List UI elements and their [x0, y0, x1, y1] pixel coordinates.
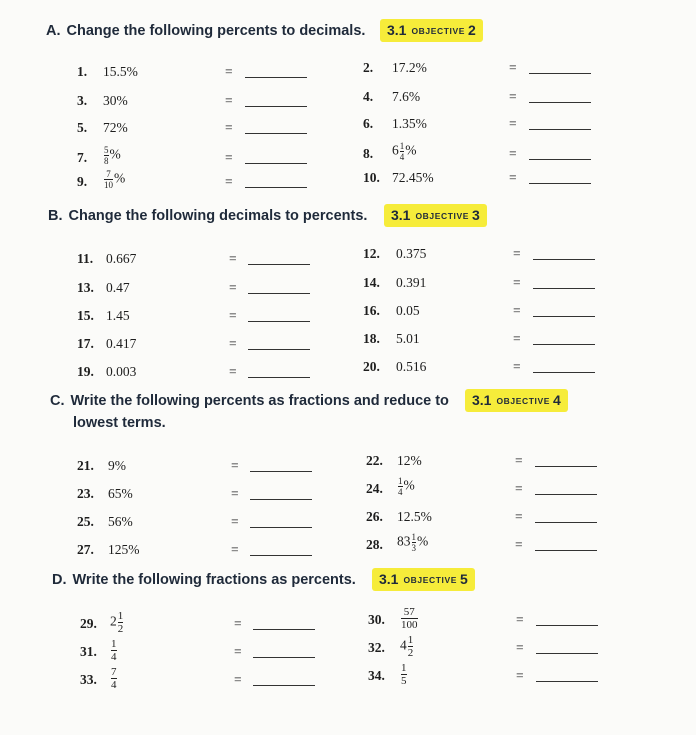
equals-sign: =	[229, 336, 237, 351]
fraction	[401, 606, 418, 631]
fraction-denominator: 4	[398, 487, 403, 497]
problem-number: 22.	[366, 453, 383, 468]
problem-number: 10.	[363, 170, 380, 185]
badge-label: OBJECTIVE	[415, 211, 470, 221]
fraction-numerator: 1	[111, 638, 117, 650]
equals-sign: =	[516, 612, 524, 627]
problem-number: 26.	[366, 509, 383, 524]
badge-label: OBJECTIVE	[496, 396, 551, 406]
equals-sign: =	[225, 150, 233, 165]
problem-number: 12.	[363, 246, 380, 261]
problem-value: 0.05	[396, 303, 420, 318]
equals-sign: =	[509, 116, 517, 131]
problem-value: 12.5%	[397, 509, 432, 524]
equals-sign: =	[231, 514, 239, 529]
fraction-numerator: 1	[117, 610, 124, 622]
problem-value	[400, 662, 408, 687]
fraction-numerator: 57	[403, 606, 415, 618]
objective-badge-d	[372, 568, 475, 591]
problem-value	[397, 532, 428, 553]
problem-number: 32.	[368, 640, 385, 655]
problem-number: 23.	[77, 486, 94, 501]
problem-item	[0, 476, 696, 503]
problem-value: 125%	[108, 542, 140, 557]
problem-value: 9%	[108, 458, 126, 473]
problem-value: 0.375	[396, 246, 427, 261]
badge-number: 5	[460, 571, 468, 587]
equals-sign: =	[513, 275, 521, 290]
equals-sign: =	[234, 616, 242, 631]
problem-value	[400, 634, 414, 659]
equals-sign: =	[516, 668, 524, 683]
equals-sign: =	[509, 60, 517, 75]
problem-number: 28.	[366, 537, 383, 552]
equals-sign: =	[516, 640, 524, 655]
equals-sign: =	[513, 246, 521, 261]
problem-value: 5.01	[396, 331, 420, 346]
problem-value: 0.391	[396, 275, 427, 290]
section-title: Change the following decimals to percents.	[68, 208, 368, 224]
fraction-denominator: 4	[399, 152, 405, 162]
problem-number: 17.	[77, 336, 94, 351]
problem-value: 72%	[103, 120, 128, 135]
problem-value: 0.667	[106, 251, 137, 266]
answer-blank[interactable]	[533, 288, 595, 289]
equals-sign: =	[509, 89, 517, 104]
whole-number: 2	[110, 613, 117, 629]
section-title: Write the following percents as fractions and reduce to	[70, 393, 449, 409]
problem-number: 3.	[77, 93, 88, 108]
objective-badge-a	[380, 19, 483, 42]
fraction-denominator: 10	[104, 180, 113, 190]
problem-item	[0, 507, 696, 531]
problem-number: 18.	[363, 331, 380, 346]
fraction-denominator: 5	[401, 675, 407, 687]
problem-value: 30%	[103, 93, 128, 108]
problem-value: 12%	[397, 453, 422, 468]
percent-sign: %	[114, 170, 126, 186]
equals-sign: =	[225, 174, 233, 189]
objective-badge-b	[384, 204, 487, 227]
answer-blank[interactable]	[536, 681, 598, 682]
fraction-denominator: 4	[111, 679, 117, 691]
problem-number: 25.	[77, 514, 94, 529]
problem-value: 1.45	[106, 308, 130, 323]
problem-number: 24.	[366, 481, 383, 496]
equals-sign: =	[229, 308, 237, 323]
equals-sign: =	[509, 170, 517, 185]
problem-number: 9.	[77, 174, 88, 189]
problem-value	[397, 476, 415, 497]
problem-item	[0, 114, 696, 138]
problem-number: 19.	[77, 364, 94, 379]
problem-value: 0.417	[106, 336, 137, 351]
problem-item	[0, 168, 696, 192]
badge-section: 3.1	[379, 571, 399, 587]
badge-number: 2	[468, 22, 476, 38]
problem-item	[0, 606, 696, 634]
equals-sign: =	[229, 251, 237, 266]
equals-sign: =	[509, 146, 517, 161]
problem-value: 7.6%	[392, 89, 421, 104]
problem-number: 31.	[80, 644, 97, 659]
section-b-heading	[48, 206, 367, 226]
problem-number: 8.	[363, 146, 374, 161]
equals-sign: =	[229, 280, 237, 295]
problem-value	[400, 606, 419, 631]
problem-item	[0, 662, 696, 690]
equals-sign: =	[234, 672, 242, 687]
answer-blank[interactable]	[529, 73, 591, 74]
percent-sign: %	[403, 477, 415, 493]
equals-sign: =	[231, 542, 239, 557]
problem-number: 15.	[77, 308, 94, 323]
section-d-heading	[52, 570, 356, 590]
section-title-line2: lowest terms.	[73, 415, 166, 431]
section-c-heading-line2	[73, 413, 166, 433]
fraction	[398, 476, 403, 497]
section-letter: A.	[46, 23, 61, 39]
equals-sign: =	[515, 453, 523, 468]
problem-number: 21.	[77, 458, 94, 473]
answer-blank[interactable]	[533, 259, 595, 260]
equals-sign: =	[225, 64, 233, 79]
answer-blank[interactable]	[536, 653, 598, 654]
problem-number: 4.	[363, 89, 374, 104]
answer-blank[interactable]	[529, 102, 591, 103]
section-title: Write the following fractions as percents.	[72, 572, 356, 588]
fraction	[412, 532, 417, 553]
fraction-denominator: 8	[104, 156, 109, 166]
problem-value: 65%	[108, 486, 133, 501]
badge-number: 3	[472, 207, 480, 223]
section-c-heading	[50, 391, 449, 411]
problem-value	[392, 141, 417, 162]
section-letter: B.	[48, 208, 63, 224]
answer-blank[interactable]	[535, 522, 597, 523]
problem-value: 0.003	[106, 364, 137, 379]
fraction-numerator: 1	[401, 662, 407, 674]
problem-item	[0, 532, 696, 559]
problem-item	[0, 634, 696, 662]
fraction-numerator: 7	[111, 666, 117, 678]
equals-sign: =	[225, 120, 233, 135]
equals-sign: =	[231, 486, 239, 501]
percent-sign: %	[417, 533, 429, 549]
problem-number: 27.	[77, 542, 94, 557]
problem-item	[0, 301, 696, 325]
fraction-numerator: 1	[398, 476, 403, 486]
objective-badge-c	[465, 389, 568, 412]
whole-number: 6	[392, 142, 399, 158]
problem-number: 20.	[363, 359, 380, 374]
fraction-denominator: 2	[407, 647, 414, 659]
fraction-numerator: 1	[407, 634, 414, 646]
answer-blank[interactable]	[535, 466, 597, 467]
problem-number: 16.	[363, 303, 380, 318]
problem-item	[0, 87, 696, 111]
problem-item	[0, 244, 696, 268]
fraction-denominator: 4	[111, 651, 117, 663]
fraction	[400, 141, 405, 162]
fraction-denominator: 3	[411, 543, 416, 553]
problem-value: 1.35%	[392, 116, 427, 131]
problem-value: 15.5%	[103, 64, 138, 79]
fraction	[401, 662, 407, 687]
equals-sign: =	[513, 303, 521, 318]
answer-blank[interactable]	[529, 129, 591, 130]
answer-blank[interactable]	[535, 550, 597, 551]
percent-sign: %	[109, 146, 121, 162]
answer-blank[interactable]	[533, 316, 595, 317]
problem-number: 7.	[77, 150, 88, 165]
fraction-numerator: 1	[411, 532, 416, 542]
problem-number: 30.	[368, 612, 385, 627]
equals-sign: =	[513, 331, 521, 346]
problem-number: 34.	[368, 668, 385, 683]
badge-section: 3.1	[387, 22, 407, 38]
problem-number: 2.	[363, 60, 374, 75]
percent-sign: %	[405, 142, 417, 158]
problem-value: 0.47	[106, 280, 130, 295]
problem-item	[0, 141, 696, 168]
equals-sign: =	[231, 458, 239, 473]
badge-number: 4	[553, 392, 561, 408]
section-title: Change the following percents to decimals.	[66, 23, 366, 39]
section-a-heading	[46, 21, 365, 41]
problem-item	[0, 451, 696, 475]
section-letter: D.	[52, 572, 67, 588]
answer-blank[interactable]	[536, 625, 598, 626]
fraction-denominator: 2	[117, 623, 124, 635]
problem-item	[0, 357, 696, 381]
problem-number: 1.	[77, 64, 88, 79]
fraction-numerator: 5	[104, 145, 109, 155]
fraction	[408, 634, 414, 659]
whole-number: 83	[397, 533, 411, 549]
equals-sign: =	[515, 481, 523, 496]
answer-blank[interactable]	[533, 344, 595, 345]
equals-sign: =	[234, 644, 242, 659]
problem-value: 0.516	[396, 359, 427, 374]
equals-sign: =	[515, 509, 523, 524]
badge-section: 3.1	[391, 207, 411, 223]
badge-label: OBJECTIVE	[403, 575, 458, 585]
problem-number: 6.	[363, 116, 374, 131]
problem-number: 5.	[77, 120, 88, 135]
fraction-denominator: 100	[401, 619, 418, 631]
problem-number: 33.	[80, 672, 97, 687]
problem-value: 17.2%	[392, 60, 427, 75]
answer-blank[interactable]	[529, 183, 591, 184]
answer-blank[interactable]	[533, 372, 595, 373]
problem-item	[0, 273, 696, 297]
problem-number: 29.	[80, 616, 97, 631]
problem-item	[0, 58, 696, 82]
equals-sign: =	[229, 364, 237, 379]
equals-sign: =	[515, 537, 523, 552]
problem-value: 56%	[108, 514, 133, 529]
problem-item	[0, 329, 696, 353]
badge-label: OBJECTIVE	[411, 26, 466, 36]
fraction-numerator: 1	[399, 141, 405, 151]
problem-number: 13.	[77, 280, 94, 295]
section-letter: C.	[50, 393, 65, 409]
equals-sign: =	[513, 359, 521, 374]
problem-value: 72.45%	[392, 170, 434, 185]
answer-blank[interactable]	[535, 494, 597, 495]
fraction-numerator: 7	[106, 169, 111, 179]
badge-section: 3.1	[472, 392, 492, 408]
equals-sign: =	[225, 93, 233, 108]
whole-number: 4	[400, 637, 407, 653]
problem-number: 11.	[77, 251, 94, 266]
problem-number: 14.	[363, 275, 380, 290]
answer-blank[interactable]	[529, 159, 591, 160]
